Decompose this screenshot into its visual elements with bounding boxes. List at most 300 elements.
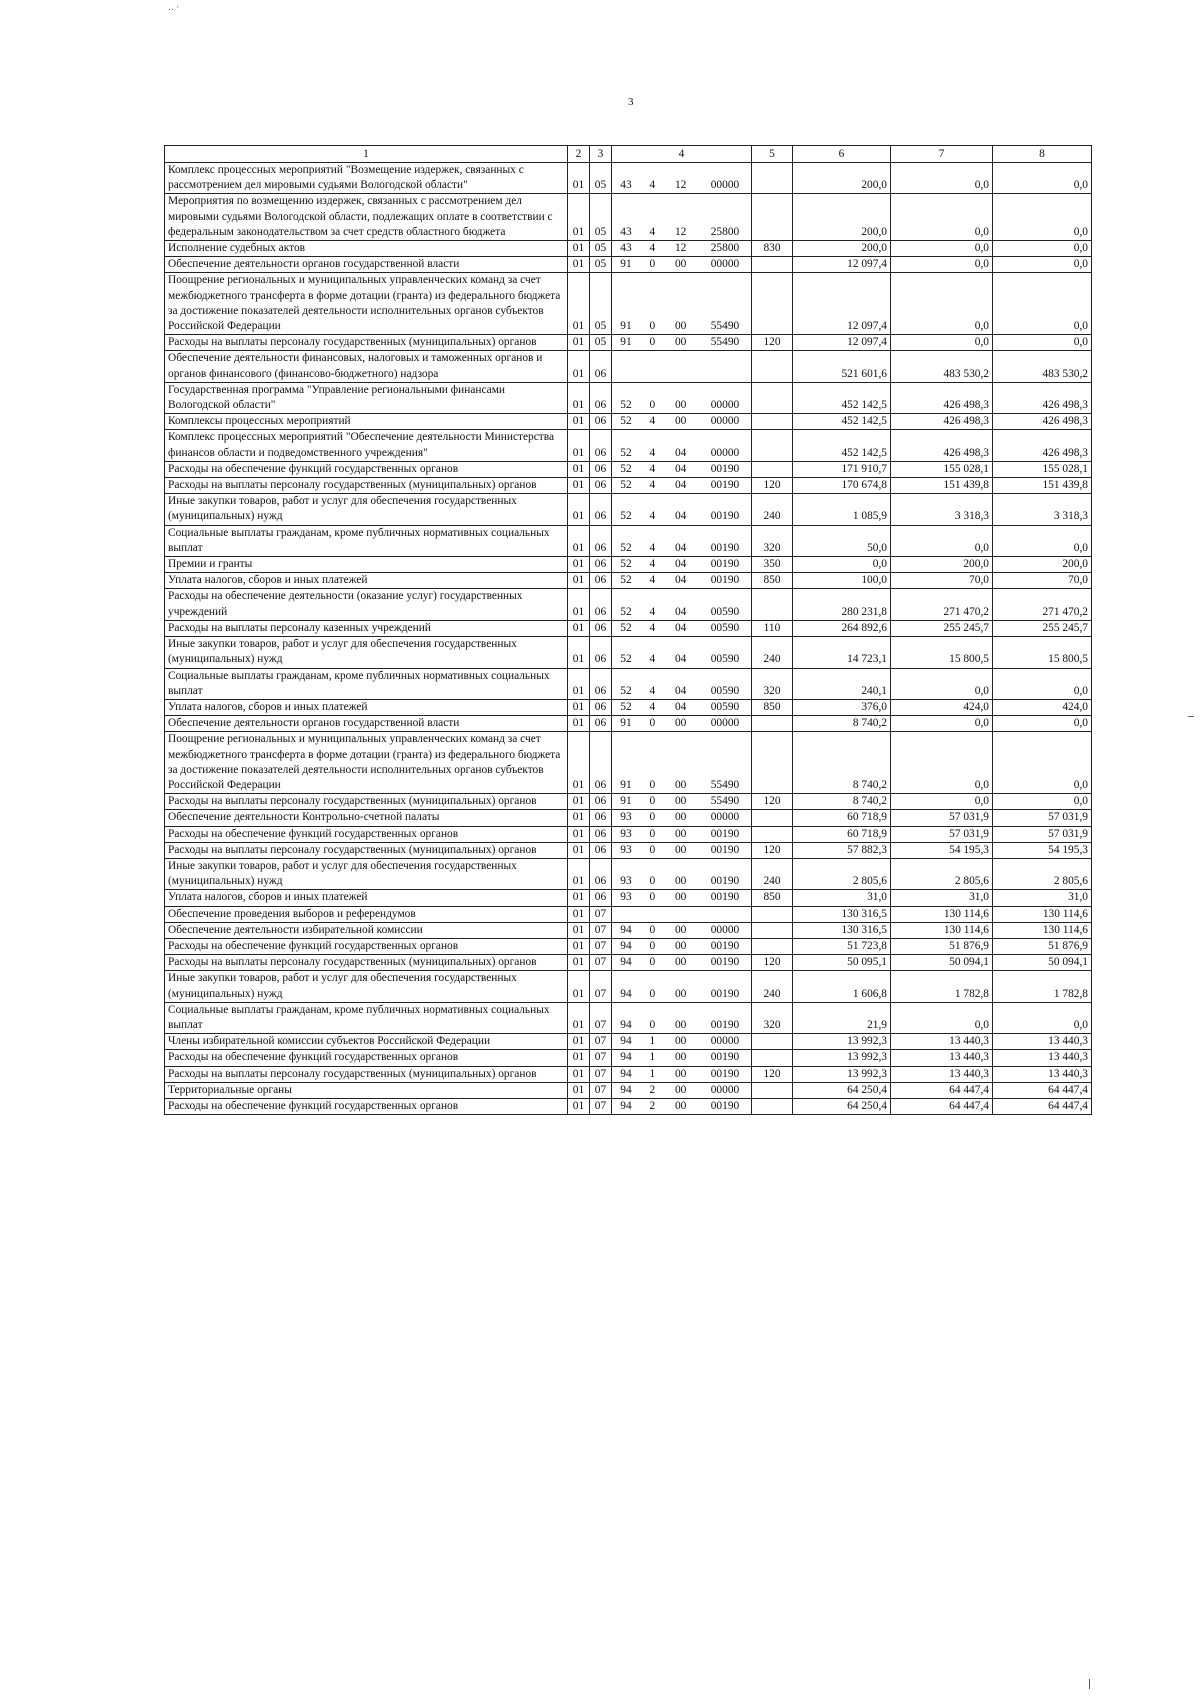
amount-col7-cell: 0,0 (891, 273, 993, 335)
section-code-cell: 01 (568, 955, 590, 971)
program-code-part: 00000 (710, 1083, 740, 1096)
amount-col7-cell: 51 876,9 (891, 938, 993, 954)
program-code-part: 00 (674, 923, 687, 936)
row-name-cell: Обеспечение деятельности Контрольно-счетной палаты (165, 810, 568, 826)
program-code-part: 00 (674, 258, 687, 271)
program-code-part: 2 (649, 1099, 656, 1112)
program-code-cell (612, 620, 752, 636)
program-code-cell (612, 938, 752, 954)
table-row (165, 716, 1092, 732)
amount-col6-cell: 376,0 (793, 699, 891, 715)
amount-col7-cell: 130 114,6 (891, 906, 993, 922)
program-code-part: 4 (649, 653, 656, 666)
program-code-part: 94 (620, 1018, 632, 1031)
row-name-cell: Расходы на выплаты персоналу государственных (муниципальных) органов (165, 335, 568, 351)
program-code-part: 04 (674, 479, 687, 492)
table-row (165, 858, 1092, 889)
program-code-part: 1 (649, 1051, 656, 1064)
section-code-cell: 01 (568, 842, 590, 858)
row-name-cell: Комплексы процессных мероприятий (165, 414, 568, 430)
program-code-part: 04 (674, 462, 687, 475)
section-code-cell: 01 (568, 494, 590, 525)
row-name-cell: Расходы на выплаты персоналу государственных (муниципальных) органов (165, 842, 568, 858)
amount-col6-cell: 200,0 (793, 241, 891, 257)
program-code-cell (612, 525, 752, 556)
program-code-part: 00000 (710, 179, 740, 192)
program-code-part: 0 (649, 1018, 656, 1031)
program-code-part: 00 (674, 399, 687, 412)
amount-col7-cell: 0,0 (891, 257, 993, 273)
program-code-part: 52 (620, 510, 632, 523)
subsection-code-cell: 07 (590, 1034, 612, 1050)
program-code-part: 00 (674, 1051, 687, 1064)
amount-col7-cell: 15 800,5 (891, 637, 993, 668)
program-code-part: 0 (649, 891, 656, 904)
expense-type-cell (752, 938, 793, 954)
program-code-part: 00190 (710, 1099, 740, 1112)
program-code-cell (612, 858, 752, 889)
section-code-cell: 01 (568, 351, 590, 382)
program-code-part: 00 (674, 956, 687, 969)
program-code-part: 0 (649, 320, 656, 333)
program-code-part: 93 (620, 811, 632, 824)
program-code-part: 93 (620, 891, 632, 904)
header-cell: 2 (568, 146, 590, 163)
program-code-part: 55490 (710, 778, 740, 791)
program-code-cell (612, 699, 752, 715)
amount-col8-cell: 57 031,9 (993, 826, 1092, 842)
section-code-cell: 01 (568, 971, 590, 1002)
expense-type-cell: 120 (752, 478, 793, 494)
amount-col8-cell: 0,0 (993, 716, 1092, 732)
table-row (165, 478, 1092, 494)
amount-col6-cell: 452 142,5 (793, 430, 891, 461)
row-name-cell: Иные закупки товаров, работ и услуг для обеспечения государственных (муниципальных) нужд (165, 971, 568, 1002)
program-code-part: 00 (674, 1083, 687, 1096)
amount-col6-cell: 521 601,6 (793, 351, 891, 382)
amount-col6-cell: 64 250,4 (793, 1098, 891, 1114)
section-code-cell: 01 (568, 858, 590, 889)
program-code-part: 00 (674, 717, 687, 730)
program-code-part: 94 (620, 987, 632, 1000)
program-code-part: 00590 (710, 684, 740, 697)
expense-type-cell (752, 732, 793, 794)
subsection-code-cell: 06 (590, 414, 612, 430)
amount-col6-cell: 50 095,1 (793, 955, 891, 971)
table-row (165, 971, 1092, 1002)
expense-type-cell (752, 163, 793, 194)
amount-col7-cell: 31,0 (891, 890, 993, 906)
table-body (165, 163, 1092, 1115)
section-code-cell: 01 (568, 620, 590, 636)
subsection-code-cell: 06 (590, 430, 612, 461)
program-code-part: 0 (649, 939, 656, 952)
program-code-part: 0 (649, 827, 656, 840)
program-code-part: 91 (620, 795, 632, 808)
program-code-part: 00190 (710, 987, 740, 1000)
program-code-part: 00000 (710, 399, 740, 412)
program-code-part: 00000 (710, 811, 740, 824)
subsection-code-cell: 06 (590, 890, 612, 906)
program-code-part: 94 (620, 1051, 632, 1064)
program-code-part: 4 (649, 510, 656, 523)
section-code-cell: 01 (568, 573, 590, 589)
amount-col6-cell: 12 097,4 (793, 273, 891, 335)
expense-type-cell: 120 (752, 335, 793, 351)
section-code-cell: 01 (568, 922, 590, 938)
amount-col8-cell: 70,0 (993, 573, 1092, 589)
program-code-cell (612, 1050, 752, 1066)
program-code-part: 00000 (710, 717, 740, 730)
amount-col8-cell: 130 114,6 (993, 906, 1092, 922)
amount-col6-cell: 171 910,7 (793, 461, 891, 477)
amount-col8-cell: 13 440,3 (993, 1066, 1092, 1082)
program-code-part: 04 (674, 541, 687, 554)
subsection-code-cell: 06 (590, 461, 612, 477)
amount-col8-cell: 3 318,3 (993, 494, 1092, 525)
table-row (165, 1098, 1092, 1114)
program-code-part: 00 (674, 415, 687, 428)
program-code-part: 52 (620, 446, 632, 459)
program-code-cell (612, 335, 752, 351)
row-name-cell: Расходы на обеспечение функций государственных органов (165, 1050, 568, 1066)
amount-col6-cell: 31,0 (793, 890, 891, 906)
program-code-cell (612, 351, 752, 382)
program-code-cell (612, 1034, 752, 1050)
program-code-part: 00190 (710, 891, 740, 904)
row-name-cell: Социальные выплаты гражданам, кроме публичных нормативных социальных выплат (165, 525, 568, 556)
expense-type-cell (752, 461, 793, 477)
amount-col8-cell: 1 782,8 (993, 971, 1092, 1002)
program-code-cell (612, 241, 752, 257)
amount-col7-cell: 483 530,2 (891, 351, 993, 382)
program-code-part: 52 (620, 415, 632, 428)
section-code-cell: 01 (568, 335, 590, 351)
program-code-cell (612, 257, 752, 273)
row-name-cell: Расходы на выплаты персоналу государственных (муниципальных) органов (165, 478, 568, 494)
amount-col8-cell: 424,0 (993, 699, 1092, 715)
expense-type-cell: 240 (752, 494, 793, 525)
subsection-code-cell: 06 (590, 842, 612, 858)
subsection-code-cell: 06 (590, 478, 612, 494)
program-code-cell (612, 414, 752, 430)
program-code-part: 2 (649, 1083, 656, 1096)
amount-col7-cell: 50 094,1 (891, 955, 993, 971)
program-code-part: 4 (649, 225, 656, 238)
subsection-code-cell: 07 (590, 955, 612, 971)
subsection-code-cell: 06 (590, 826, 612, 842)
subsection-code-cell: 06 (590, 794, 612, 810)
row-name-cell: Обеспечение деятельности органов государственной власти (165, 716, 568, 732)
scan-artifact: ‥ · (168, 2, 180, 12)
amount-col6-cell: 2 805,6 (793, 858, 891, 889)
amount-col6-cell: 60 718,9 (793, 810, 891, 826)
program-code-part: 43 (620, 179, 632, 192)
amount-col6-cell: 13 992,3 (793, 1050, 891, 1066)
program-code-part: 43 (620, 242, 632, 255)
table-row (165, 842, 1092, 858)
amount-col7-cell: 57 031,9 (891, 826, 993, 842)
amount-col6-cell: 452 142,5 (793, 382, 891, 413)
subsection-code-cell: 06 (590, 494, 612, 525)
amount-col7-cell: 13 440,3 (891, 1050, 993, 1066)
program-code-part: 52 (620, 558, 632, 571)
expense-type-cell: 240 (752, 637, 793, 668)
program-code-part: 52 (620, 462, 632, 475)
amount-col8-cell: 57 031,9 (993, 810, 1092, 826)
expense-type-cell (752, 382, 793, 413)
program-code-part: 0 (649, 336, 656, 349)
section-code-cell: 01 (568, 273, 590, 335)
program-code-cell (612, 842, 752, 858)
program-code-part: 00190 (710, 479, 740, 492)
expense-type-cell: 350 (752, 557, 793, 573)
row-name-cell: Мероприятия по возмещению издержек, связанных с рассмотрением дел мировыми судьями Вологодской области, подлежащих оплате в соответствии с федеральным законодательством за счет средств областного бюджета (165, 194, 568, 241)
expense-type-cell: 240 (752, 971, 793, 1002)
program-code-cell (612, 826, 752, 842)
table-row (165, 826, 1092, 842)
row-name-cell: Расходы на обеспечение функций государственных органов (165, 826, 568, 842)
subsection-code-cell: 06 (590, 716, 612, 732)
expense-type-cell (752, 1082, 793, 1098)
amount-col7-cell: 3 318,3 (891, 494, 993, 525)
program-code-part: 04 (674, 653, 687, 666)
section-code-cell: 01 (568, 1050, 590, 1066)
program-code-part: 55490 (710, 320, 740, 333)
program-code-part: 52 (620, 621, 632, 634)
subsection-code-cell: 07 (590, 1002, 612, 1033)
section-code-cell: 01 (568, 716, 590, 732)
program-code-part: 93 (620, 827, 632, 840)
subsection-code-cell: 05 (590, 335, 612, 351)
subsection-code-cell: 06 (590, 382, 612, 413)
expense-type-cell (752, 922, 793, 938)
header-cell: 6 (793, 146, 891, 163)
program-code-part: 00 (674, 336, 687, 349)
program-code-part: 94 (620, 939, 632, 952)
amount-col7-cell: 54 195,3 (891, 842, 993, 858)
table-row (165, 589, 1092, 620)
expense-type-cell: 850 (752, 890, 793, 906)
table-row (165, 1050, 1092, 1066)
row-name-cell: Расходы на обеспечение функций государственных органов (165, 461, 568, 477)
program-code-part: 4 (649, 558, 656, 571)
program-code-cell (612, 955, 752, 971)
table-row (165, 557, 1092, 573)
program-code-part: 0 (649, 258, 656, 271)
subsection-code-cell: 05 (590, 257, 612, 273)
program-code-part: 4 (649, 242, 656, 255)
program-code-part: 4 (649, 179, 656, 192)
subsection-code-cell: 06 (590, 525, 612, 556)
table-row (165, 1082, 1092, 1098)
amount-col8-cell: 51 876,9 (993, 938, 1092, 954)
amount-col8-cell: 271 470,2 (993, 589, 1092, 620)
program-code-part: 04 (674, 700, 687, 713)
expense-type-cell (752, 826, 793, 842)
section-code-cell: 01 (568, 557, 590, 573)
expense-type-cell: 320 (752, 525, 793, 556)
subsection-code-cell: 07 (590, 1082, 612, 1098)
program-code-cell (612, 382, 752, 413)
header-row (165, 146, 1092, 163)
expense-type-cell: 120 (752, 955, 793, 971)
amount-col6-cell: 14 723,1 (793, 637, 891, 668)
subsection-code-cell: 06 (590, 810, 612, 826)
program-code-part: 91 (620, 258, 632, 271)
amount-col8-cell: 255 245,7 (993, 620, 1092, 636)
program-code-part: 00590 (710, 605, 740, 618)
header-cell: 7 (891, 146, 993, 163)
expense-type-cell (752, 906, 793, 922)
expense-type-cell (752, 1098, 793, 1114)
section-code-cell: 01 (568, 1066, 590, 1082)
amount-col7-cell: 155 028,1 (891, 461, 993, 477)
amount-col7-cell: 255 245,7 (891, 620, 993, 636)
amount-col8-cell: 0,0 (993, 241, 1092, 257)
program-code-part: 04 (674, 574, 687, 587)
program-code-part: 00190 (710, 1067, 740, 1080)
header-cell: 1 (165, 146, 568, 163)
subsection-code-cell: 06 (590, 858, 612, 889)
row-name-cell: Государственная программа "Управление региональными финансами Вологодской области" (165, 382, 568, 413)
program-code-cell (612, 890, 752, 906)
program-code-part: 52 (620, 653, 632, 666)
program-code-part: 00190 (710, 939, 740, 952)
table-row (165, 351, 1092, 382)
amount-col7-cell: 1 782,8 (891, 971, 993, 1002)
program-code-part: 00 (674, 939, 687, 952)
row-name-cell: Социальные выплаты гражданам, кроме публичных нормативных социальных выплат (165, 1002, 568, 1033)
program-code-part: 12 (674, 225, 687, 238)
program-code-part: 00 (674, 827, 687, 840)
amount-col7-cell: 0,0 (891, 335, 993, 351)
program-code-cell (612, 716, 752, 732)
table-row (165, 668, 1092, 699)
expense-type-cell (752, 1050, 793, 1066)
amount-col8-cell: 50 094,1 (993, 955, 1092, 971)
expense-type-cell: 830 (752, 241, 793, 257)
amount-col7-cell: 426 498,3 (891, 382, 993, 413)
section-code-cell: 01 (568, 1002, 590, 1033)
program-code-part: 00190 (710, 875, 740, 888)
amount-col8-cell: 0,0 (993, 668, 1092, 699)
amount-col6-cell: 100,0 (793, 573, 891, 589)
amount-col7-cell: 0,0 (891, 794, 993, 810)
section-code-cell: 01 (568, 826, 590, 842)
row-name-cell: Уплата налогов, сборов и иных платежей (165, 573, 568, 589)
program-code-part: 55490 (710, 795, 740, 808)
program-code-part: 55490 (710, 336, 740, 349)
program-code-part: 00 (674, 875, 687, 888)
amount-col7-cell: 70,0 (891, 573, 993, 589)
section-code-cell: 01 (568, 241, 590, 257)
amount-col8-cell: 483 530,2 (993, 351, 1092, 382)
table-row (165, 525, 1092, 556)
expense-type-cell (752, 589, 793, 620)
amount-col7-cell: 0,0 (891, 1002, 993, 1033)
program-code-part: 00 (674, 320, 687, 333)
program-code-cell (612, 478, 752, 494)
subsection-code-cell: 06 (590, 637, 612, 668)
amount-col6-cell: 0,0 (793, 557, 891, 573)
section-code-cell: 01 (568, 890, 590, 906)
program-code-part: 00 (674, 778, 687, 791)
amount-col6-cell: 12 097,4 (793, 335, 891, 351)
amount-col7-cell: 426 498,3 (891, 430, 993, 461)
row-name-cell: Территориальные органы (165, 1082, 568, 1098)
subsection-code-cell: 05 (590, 163, 612, 194)
amount-col8-cell: 426 498,3 (993, 430, 1092, 461)
amount-col8-cell: 0,0 (993, 794, 1092, 810)
program-code-cell (612, 273, 752, 335)
section-code-cell: 01 (568, 810, 590, 826)
amount-col7-cell: 64 447,4 (891, 1098, 993, 1114)
amount-col8-cell: 130 114,6 (993, 922, 1092, 938)
section-code-cell: 01 (568, 1082, 590, 1098)
table-row (165, 794, 1092, 810)
amount-col6-cell: 200,0 (793, 194, 891, 241)
program-code-part: 91 (620, 320, 632, 333)
table-row (165, 257, 1092, 273)
program-code-part: 25800 (710, 225, 740, 238)
amount-col7-cell: 426 498,3 (891, 414, 993, 430)
row-name-cell: Иные закупки товаров, работ и услуг для обеспечения государственных (муниципальных) нужд (165, 858, 568, 889)
row-name-cell: Уплата налогов, сборов и иных платежей (165, 699, 568, 715)
table-row (165, 1066, 1092, 1082)
amount-col6-cell: 13 992,3 (793, 1066, 891, 1082)
subsection-code-cell: 07 (590, 1050, 612, 1066)
program-code-part: 52 (620, 399, 632, 412)
header-cell: 3 (590, 146, 612, 163)
amount-col6-cell: 13 992,3 (793, 1034, 891, 1050)
program-code-part: 52 (620, 684, 632, 697)
section-code-cell: 01 (568, 732, 590, 794)
page-number: 3 (628, 96, 634, 108)
program-code-cell (612, 589, 752, 620)
program-code-part: 0 (649, 399, 656, 412)
amount-col6-cell: 200,0 (793, 163, 891, 194)
table-row (165, 573, 1092, 589)
program-code-part: 94 (620, 1035, 632, 1048)
amount-col7-cell: 0,0 (891, 716, 993, 732)
table-row (165, 194, 1092, 241)
amount-col8-cell: 0,0 (993, 194, 1092, 241)
program-code-part: 00590 (710, 700, 740, 713)
expense-type-cell (752, 351, 793, 382)
program-code-part: 52 (620, 479, 632, 492)
subsection-code-cell: 06 (590, 668, 612, 699)
program-code-part: 0 (649, 987, 656, 1000)
subsection-code-cell: 07 (590, 938, 612, 954)
section-code-cell: 01 (568, 794, 590, 810)
program-code-part: 04 (674, 446, 687, 459)
amount-col6-cell: 280 231,8 (793, 589, 891, 620)
program-code-cell (612, 922, 752, 938)
amount-col8-cell: 13 440,3 (993, 1034, 1092, 1050)
amount-col7-cell: 0,0 (891, 732, 993, 794)
amount-col6-cell: 8 740,2 (793, 732, 891, 794)
amount-col8-cell: 15 800,5 (993, 637, 1092, 668)
program-code-cell (612, 810, 752, 826)
program-code-part: 00000 (710, 446, 740, 459)
expense-type-cell: 240 (752, 858, 793, 889)
row-name-cell: Расходы на выплаты персоналу казенных учреждений (165, 620, 568, 636)
program-code-part: 00000 (710, 415, 740, 428)
row-name-cell: Расходы на обеспечение функций государственных органов (165, 1098, 568, 1114)
program-code-part: 4 (649, 684, 656, 697)
expense-type-cell: 850 (752, 573, 793, 589)
